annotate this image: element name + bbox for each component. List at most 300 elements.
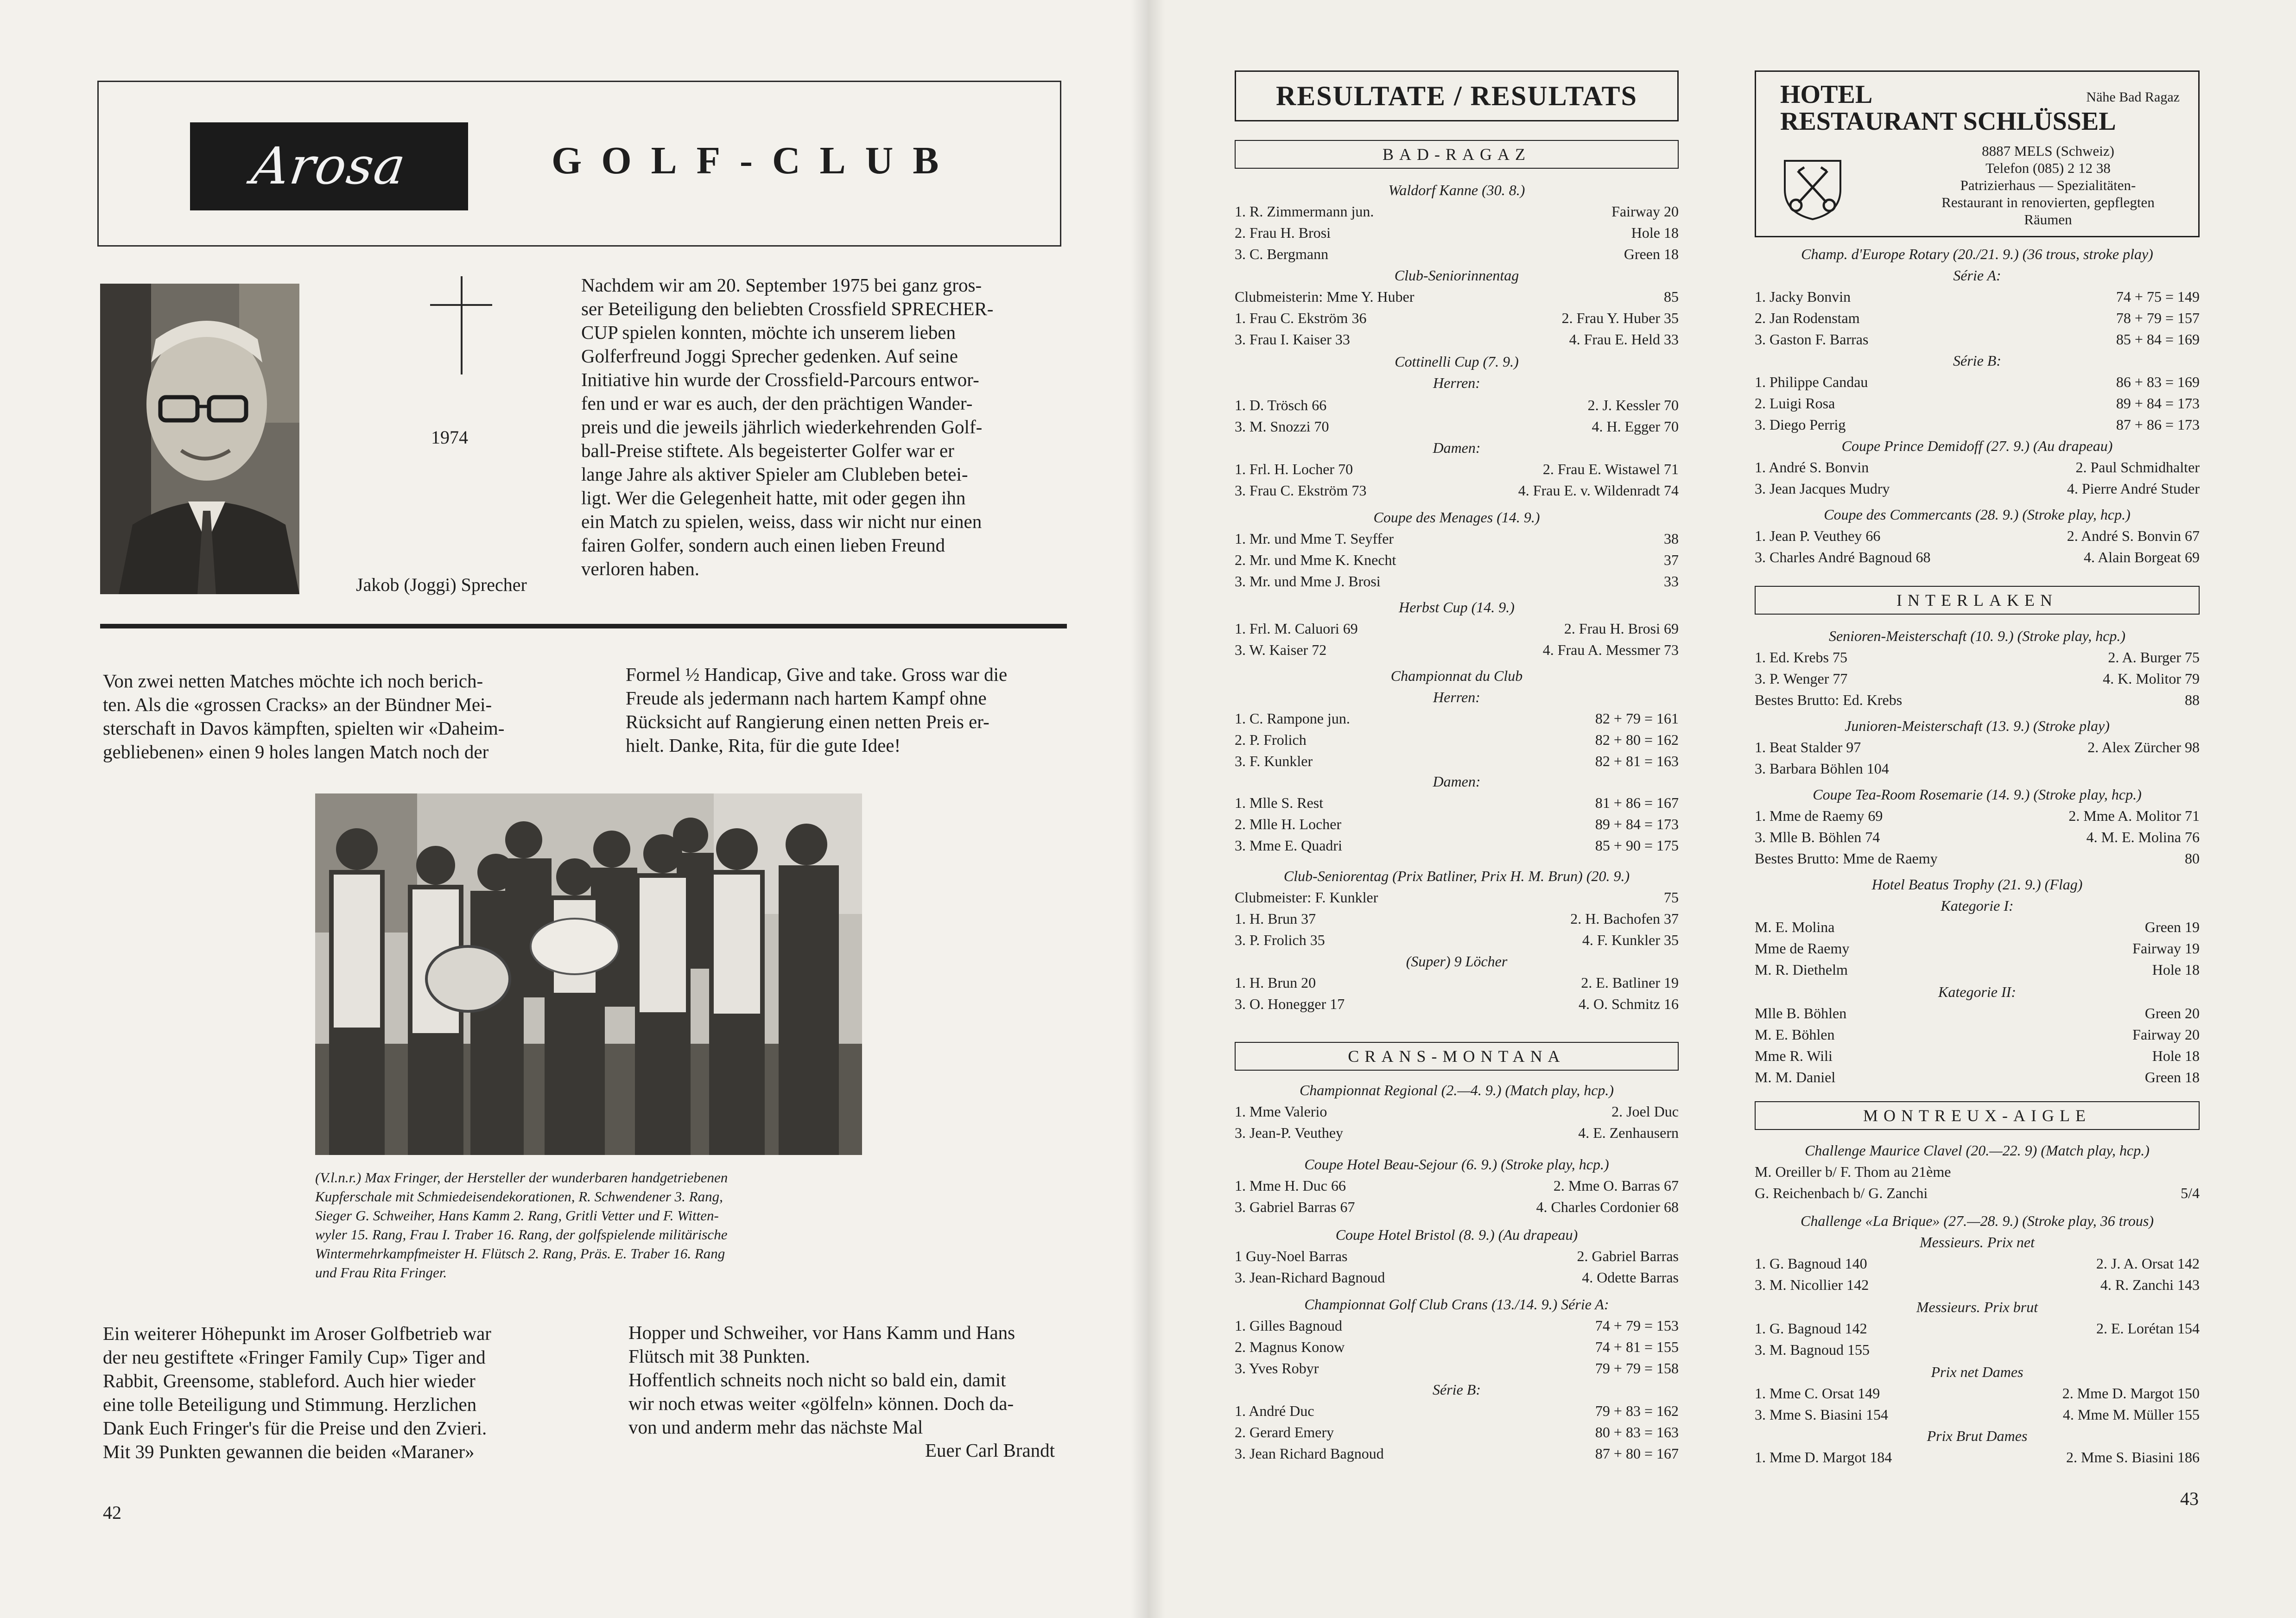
result-row: [1755, 760, 2200, 781]
memorial-year: 1974: [431, 427, 468, 448]
result-right: 5/4: [2181, 1185, 2200, 1201]
result-row: [1755, 940, 2200, 961]
result-right: 2. Frau E. Wistawel 71: [1542, 461, 1679, 477]
event-heading: Senioren-Meisterschaft (10. 9.) (Stroke play, hcp.): [1828, 628, 2126, 644]
region-heading: INTERLAKEN: [1755, 586, 2200, 615]
result-right: 74 + 81 = 155: [1595, 1339, 1679, 1355]
family-cup-text-right: [628, 1321, 1078, 1439]
result-right: 4. E. Zenhausern: [1578, 1124, 1679, 1141]
event-heading-row: [1755, 438, 2200, 459]
event-heading-row: [1755, 1234, 2200, 1255]
event-heading-row: [1235, 689, 1679, 710]
result-left: 1. H. Brun 37: [1235, 910, 1316, 927]
event-heading: Challenge Maurice Clavel (20.—22. 9) (Match play, hcp.): [1805, 1142, 2150, 1159]
result-left: Clubmeister: F. Kunkler: [1235, 889, 1378, 906]
text-line: sterschaft in Davos kämpften, spielten wir «Daheim-: [103, 717, 505, 739]
event-heading-row: [1755, 876, 2200, 897]
event-heading-row: [1235, 868, 1679, 889]
result-row: [1755, 829, 2200, 850]
result-row: [1235, 731, 1679, 753]
event-heading-row: [1755, 897, 2200, 919]
result-right: 4. Frau A. Messmer 73: [1542, 641, 1679, 658]
result-left: 3. O. Honegger 17: [1235, 996, 1345, 1012]
result-left: 3. Mlle B. Böhlen 74: [1755, 829, 1880, 845]
result-right: 4. O. Schmitz 16: [1579, 996, 1679, 1012]
event-heading: Herren:: [1433, 689, 1480, 705]
result-right: 4. K. Molitor 79: [2103, 670, 2200, 687]
result-row: [1235, 552, 1679, 573]
result-row: [1235, 794, 1679, 816]
text-line: der neu gestiftete «Fringer Family Cup» Tiger and: [103, 1346, 486, 1368]
event-heading-row: [1755, 506, 2200, 527]
event-heading-row: [1235, 267, 1679, 288]
result-left: 3. F. Kunkler: [1235, 753, 1313, 769]
result-row: [1755, 310, 2200, 331]
result-left: 1. Mme Valerio: [1235, 1103, 1327, 1120]
result-row: [1235, 397, 1679, 418]
event-heading-row: [1755, 352, 2200, 374]
event-heading: Championnat du Club: [1390, 667, 1523, 684]
result-left: 1 Guy-Noel Barras: [1235, 1248, 1348, 1264]
text-line: eine tolle Beteiligung und Stimmung. Herzlichen: [103, 1394, 477, 1415]
result-left: 3. M. Nicollier 142: [1755, 1276, 1869, 1293]
event-heading: Hotel Beatus Trophy (21. 9.) (Flag): [1871, 876, 2083, 893]
result-left: 3. P. Frolich 35: [1235, 932, 1325, 948]
result-row: [1755, 850, 2200, 871]
right-page: [1148, 0, 2296, 1618]
result-right: 4. Frau E. Held 33: [1569, 331, 1679, 348]
result-row: [1235, 710, 1679, 731]
result-row: [1755, 1449, 2200, 1470]
result-right: 75: [1664, 889, 1679, 906]
text-line: ten. Als die «grossen Cracks» an der Bündner Mei-: [103, 694, 492, 715]
event-heading: (Super) 9 Löcher: [1406, 953, 1508, 970]
text-line: ball-Preise stiftete. Als begeisterter Golfer war er: [581, 440, 954, 461]
event-heading-row: [1235, 1082, 1679, 1103]
arosa-logo: [190, 122, 468, 210]
result-row: [1235, 1103, 1679, 1124]
event-heading: Waldorf Kanne (30. 8.): [1388, 182, 1525, 198]
event-heading: Coupe des Commercants (28. 9.) (Stroke play, hcp.): [1824, 506, 2131, 523]
result-left: 3. Jean Richard Bagnoud: [1235, 1445, 1384, 1462]
result-left: 1. Mme H. Duc 66: [1235, 1177, 1346, 1194]
result-left: 3. Frau C. Ekström 73: [1235, 482, 1367, 499]
text-line: ligt. Wer die Gelegenheit hatte, mit oder gegen ihn: [581, 487, 966, 508]
result-left: M. Oreiller b/ F. Thom au 21ème: [1755, 1163, 1951, 1180]
result-row: [1755, 1276, 2200, 1298]
event-heading-row: [1235, 353, 1679, 374]
text-line: preis und die jeweils jährlich wiederkehrenden Golf-: [581, 416, 983, 438]
hotel-name-line2: RESTAURANT SCHLÜSSEL: [1780, 107, 2116, 136]
result-left: 3. P. Wenger 77: [1755, 670, 1848, 687]
result-row: [1755, 1406, 2200, 1428]
result-row: [1755, 1341, 2200, 1363]
result-row: [1755, 527, 2200, 549]
result-row: [1755, 1185, 2200, 1206]
hotel-line: Räumen: [2024, 211, 2072, 228]
event-heading-row: [1755, 246, 2200, 267]
result-right: Fairway 20: [2132, 1026, 2200, 1043]
result-right: 4. Frau E. v. Wildenradt 74: [1518, 482, 1679, 499]
text-line: Ein weiterer Höhepunkt im Aroser Golfbetrieb war: [103, 1323, 491, 1344]
result-right: Green 18: [1624, 246, 1679, 262]
event-heading-row: [1235, 509, 1679, 530]
event-heading-row: [1755, 983, 2200, 1005]
portrait-photo: [100, 284, 299, 594]
text-line: verloren haben.: [581, 558, 699, 579]
result-left: 3. Yves Robyr: [1235, 1360, 1319, 1377]
result-left: 3. C. Bergmann: [1235, 246, 1329, 262]
result-left: 1. Gilles Bagnoud: [1235, 1317, 1342, 1334]
text-line: Formel ½ Handicap, Give and take. Gross war die: [626, 664, 1008, 685]
text-line: lange Jahre als aktiver Spieler am Clubleben betei-: [581, 463, 968, 485]
portrait-caption: Jakob (Joggi) Sprecher: [356, 574, 527, 595]
result-left: 3. Barbara Böhlen 104: [1755, 760, 1889, 777]
event-heading-row: [1235, 439, 1679, 461]
result-left: Mme de Raemy: [1755, 940, 1850, 957]
result-row: [1235, 620, 1679, 641]
result-row: [1235, 331, 1679, 352]
text-line: Von zwei netten Matches möchte ich noch berich-: [103, 670, 483, 692]
result-row: [1235, 1339, 1679, 1360]
result-right: 4. Alain Borgeat 69: [2083, 549, 2200, 565]
result-right: 4. Charles Cordonier 68: [1536, 1199, 1679, 1215]
result-left: 1. Beat Stalder 97: [1755, 739, 1861, 755]
result-row: [1755, 1163, 2200, 1185]
event-heading-row: [1235, 953, 1679, 974]
result-right: 2. E. Lorétan 154: [2096, 1320, 2200, 1337]
event-heading: Série A:: [1953, 267, 2001, 284]
event-heading-row: [1235, 1381, 1679, 1402]
text-line: Mit 39 Punkten gewannen die beiden «Maraner»: [103, 1441, 475, 1462]
event-heading: Coupe Tea-Room Rosemarie (14. 9.) (Stroke play, hcp.): [1813, 786, 2142, 803]
result-row: [1235, 932, 1679, 953]
text-line: Rücksicht auf Rangierung einen netten Preis er-: [626, 711, 989, 732]
event-heading: Club-Seniorentag (Prix Batliner, Prix H. M. Brun) (20. 9.): [1283, 868, 1630, 884]
result-right: 2. J. Kessler 70: [1587, 397, 1679, 413]
results-title: RESULTATE / RESULTATS: [1235, 70, 1679, 121]
text-line: Hopper und Schweiher, vor Hans Kamm und Hans: [628, 1322, 1015, 1343]
caption-line: und Frau Rita Fringer.: [315, 1264, 447, 1281]
photo-caption: [315, 1168, 862, 1282]
event-heading: Prix Brut Dames: [1927, 1428, 2028, 1444]
result-left: 1. Mr. und Mme T. Seyffer: [1235, 530, 1394, 547]
result-left: 3. Jean-Richard Bagnoud: [1235, 1269, 1385, 1286]
result-right: 2. Paul Schmidhalter: [2075, 459, 2200, 476]
text-line: Golferfreund Joggi Sprecher gedenken. Auf seine: [581, 345, 958, 367]
caption-line: wyler 15. Rang, Frau I. Traber 16. Rang, der golfspielende militärische: [315, 1226, 728, 1243]
result-left: 2. Gerard Emery: [1235, 1424, 1334, 1440]
result-row: [1235, 889, 1679, 910]
result-row: [1235, 1424, 1679, 1445]
result-row: [1235, 310, 1679, 331]
result-right: 2. Mme D. Margot 150: [2062, 1385, 2200, 1402]
result-left: 1. André Duc: [1235, 1402, 1314, 1419]
result-left: 2. Frau H. Brosi: [1235, 224, 1331, 241]
event-heading: Coupe Prince Demidoff (27. 9.) (Au drapeau): [1841, 438, 2113, 454]
result-row: [1755, 395, 2200, 416]
result-left: 1. Frau C. Ekström 36: [1235, 310, 1367, 326]
club-title: GOLF-CLUB: [552, 139, 958, 182]
result-left: 1. Mme de Raemy 69: [1755, 807, 1883, 824]
hotel-line: Patrizierhaus — Spezialitäten-: [1960, 177, 2136, 193]
result-right: 80: [2185, 850, 2200, 867]
result-right: 82 + 81 = 163: [1595, 753, 1679, 769]
result-row: [1235, 753, 1679, 774]
text-line: Dank Euch Fringer's für die Preise und den Zvieri.: [103, 1417, 487, 1439]
result-row: [1235, 641, 1679, 663]
event-heading-row: [1235, 667, 1679, 689]
memorial-cross-bar: [430, 304, 492, 306]
event-heading: Champ. d'Europe Rotary (20./21. 9.) (36 trous, stroke play): [1801, 246, 2153, 262]
event-heading: Championnat Regional (2.—4. 9.) (Match play, hcp.): [1299, 1082, 1614, 1098]
result-row: [1235, 1402, 1679, 1424]
result-left: Bestes Brutto: Ed. Krebs: [1755, 692, 1903, 708]
result-right: 2. H. Bachofen 37: [1570, 910, 1679, 927]
event-heading: Championnat Golf Club Crans (13./14. 9.) Série A:: [1304, 1296, 1609, 1313]
result-right: 86 + 83 = 169: [2116, 374, 2200, 390]
hotel-near: Nähe Bad Ragaz: [2086, 89, 2180, 105]
result-row: [1235, 1269, 1679, 1290]
event-heading-row: [1755, 786, 2200, 807]
result-row: [1755, 739, 2200, 760]
result-row: [1755, 807, 2200, 829]
result-row: [1755, 961, 2200, 983]
result-right: 4. F. Kunkler 35: [1582, 932, 1679, 948]
result-left: Mme R. Wili: [1755, 1047, 1833, 1064]
text-line: hielt. Danke, Rita, für die gute Idee!: [626, 735, 901, 756]
hotel-line: Telefon (085) 2 12 38: [1985, 160, 2111, 176]
result-left: 1. Ed. Krebs 75: [1755, 649, 1847, 666]
result-row: [1755, 480, 2200, 501]
page-number-left: 42: [103, 1502, 121, 1523]
event-heading: Herren:: [1433, 374, 1480, 391]
event-heading-row: [1755, 1142, 2200, 1163]
result-left: 1. Mlle S. Rest: [1235, 794, 1324, 811]
memorial-text: [581, 273, 1065, 581]
result-right: 2. Frau Y. Huber 35: [1561, 310, 1679, 326]
text-line: fairen Golfer, sondern auch einen lieben Freund: [581, 534, 945, 556]
result-right: 4. M. E. Molina 76: [2086, 829, 2200, 845]
result-row: [1235, 418, 1679, 439]
event-heading: Kategorie I:: [1941, 897, 2014, 914]
result-row: [1235, 910, 1679, 932]
result-left: M. E. Molina: [1755, 919, 1835, 935]
result-left: 3. Gaston F. Barras: [1755, 331, 1869, 348]
result-row: [1235, 530, 1679, 552]
result-right: 2. J. A. Orsat 142: [2096, 1255, 2200, 1272]
event-heading-row: [1235, 773, 1679, 794]
result-left: 1. André S. Bonvin: [1755, 459, 1869, 476]
result-right: 81 + 86 = 167: [1595, 794, 1679, 811]
result-right: 2. Alex Zürcher 98: [2087, 739, 2200, 755]
event-heading: Coupe des Menages (14. 9.): [1373, 509, 1540, 526]
event-heading: Damen:: [1433, 439, 1481, 456]
result-right: Hole 18: [2152, 961, 2200, 978]
logo-text: Arosa: [248, 136, 410, 196]
result-row: [1755, 1026, 2200, 1047]
result-row: [1755, 670, 2200, 692]
result-row: [1235, 203, 1679, 224]
spine-gutter: [1131, 0, 1165, 1618]
result-row: [1235, 1445, 1679, 1466]
result-left: 1. H. Brun 20: [1235, 974, 1316, 991]
text-line: wir noch etwas weiter «gölfeln» können. Doch da-: [628, 1393, 1014, 1414]
result-right: 2. Mme O. Barras 67: [1553, 1177, 1679, 1194]
event-heading: Club-Seniorinnentag: [1394, 267, 1519, 284]
event-heading-row: [1235, 1226, 1679, 1248]
result-right: 2. Frau H. Brosi 69: [1564, 620, 1679, 637]
result-right: 79 + 83 = 162: [1595, 1402, 1679, 1419]
result-row: [1755, 374, 2200, 395]
section-divider: [100, 624, 1067, 628]
event-heading: Coupe Hotel Bristol (8. 9.) (Au drapeau): [1335, 1226, 1578, 1243]
result-right: Green 20: [2144, 1005, 2200, 1022]
result-right: 2. Mme A. Molitor 71: [2068, 807, 2200, 824]
result-right: 38: [1664, 530, 1679, 547]
event-heading-row: [1755, 267, 2200, 288]
result-row: [1755, 416, 2200, 438]
event-heading: Junioren-Meisterschaft (13. 9.) (Stroke play): [1845, 717, 2110, 734]
result-row: [1235, 1199, 1679, 1220]
result-left: M. R. Diethelm: [1755, 961, 1848, 978]
result-row: [1755, 692, 2200, 713]
result-right: 89 + 84 = 173: [2116, 395, 2200, 412]
result-right: 2. E. Batliner 19: [1581, 974, 1679, 991]
result-row: [1755, 1047, 2200, 1069]
result-row: [1755, 1255, 2200, 1276]
result-row: [1235, 816, 1679, 837]
results-column-2: [1755, 0, 2200, 1618]
event-heading-row: [1235, 182, 1679, 203]
event-heading: Messieurs. Prix net: [1920, 1234, 2035, 1250]
result-right: 87 + 80 = 167: [1595, 1445, 1679, 1462]
event-heading-row: [1235, 599, 1679, 620]
caption-line: Wintermehrkampfmeister H. Flütsch 2. Rang, Präs. E. Traber 16. Rang: [315, 1245, 725, 1262]
result-row: [1755, 459, 2200, 480]
result-row: [1235, 1248, 1679, 1269]
result-right: 2. A. Burger 75: [2108, 649, 2200, 666]
result-left: 3. Gabriel Barras 67: [1235, 1199, 1355, 1215]
result-right: 4. Mme M. Müller 155: [2062, 1406, 2200, 1423]
result-row: [1235, 1360, 1679, 1381]
caption-line: Sieger G. Schweiher, Hans Kamm 2. Rang, Gritli Vetter und F. Witten-: [315, 1207, 719, 1224]
hotel-line: 8887 MELS (Schweiz): [1982, 143, 2114, 159]
caption-line: (V.l.n.r.) Max Fringer, der Hersteller der wunderbaren handgetriebenen: [315, 1169, 728, 1186]
result-right: 82 + 79 = 161: [1595, 710, 1679, 727]
result-right: 2. Mme S. Biasini 186: [2066, 1449, 2200, 1466]
result-right: 37: [1664, 552, 1679, 568]
result-row: [1235, 1317, 1679, 1339]
text-line: von und anderm mehr das nächste Mal: [628, 1416, 923, 1438]
result-left: 3. Mr. und Mme J. Brosi: [1235, 573, 1381, 590]
result-right: 4. H. Egger 70: [1592, 418, 1679, 435]
result-left: 3. Mme E. Quadri: [1235, 837, 1342, 854]
event-heading-row: [1235, 1296, 1679, 1317]
result-right: Fairway 20: [1611, 203, 1679, 220]
event-heading: Messieurs. Prix brut: [1916, 1299, 2038, 1315]
result-row: [1755, 1320, 2200, 1341]
result-row: [1755, 919, 2200, 940]
result-row: [1235, 1124, 1679, 1146]
event-heading: Série B:: [1953, 352, 2001, 369]
results-column-1: [1235, 0, 1679, 1618]
text-line: fen und er war es auch, der den prächtigen Wander-: [581, 393, 973, 414]
result-right: Hole 18: [2152, 1047, 2200, 1064]
result-left: 3. Charles André Bagnoud 68: [1755, 549, 1931, 565]
result-left: 3. M. Snozzi 70: [1235, 418, 1329, 435]
text-line: Freude als jedermann nach hartem Kampf ohne: [626, 687, 987, 709]
result-row: [1755, 1005, 2200, 1026]
region-heading: BAD-RAGAZ: [1235, 140, 1679, 169]
result-right: 2. Joel Duc: [1611, 1103, 1679, 1120]
event-heading: Kategorie II:: [1938, 983, 2016, 1000]
event-heading: Coupe Hotel Beau-Sejour (6. 9.) (Stroke play, hcp.): [1304, 1156, 1609, 1173]
result-right: 85 + 90 = 175: [1595, 837, 1679, 854]
family-cup-text-left: [103, 1322, 554, 1464]
event-heading: Série B:: [1433, 1381, 1481, 1398]
event-heading-row: [1755, 628, 2200, 649]
result-left: 2. Mlle H. Locher: [1235, 816, 1342, 832]
matches-text-right: [626, 663, 1071, 757]
result-row: [1755, 1069, 2200, 1090]
text-line: ser Beteiligung den beliebten Crossfield SPRECHER-: [581, 298, 994, 319]
result-right: 87 + 86 = 173: [2116, 416, 2200, 433]
result-row: [1235, 461, 1679, 482]
signoff: Euer Carl Brandt: [925, 1440, 1055, 1461]
result-left: 1. C. Rampone jun.: [1235, 710, 1350, 727]
result-right: 89 + 84 = 173: [1595, 816, 1679, 832]
result-left: Mlle B. Böhlen: [1755, 1005, 1847, 1022]
result-left: Clubmeisterin: Mme Y. Huber: [1235, 288, 1414, 305]
result-right: Hole 18: [1631, 224, 1679, 241]
result-row: [1235, 996, 1679, 1017]
result-right: 88: [2185, 692, 2200, 708]
text-line: Flütsch mit 38 Punkten.: [628, 1345, 810, 1367]
result-left: 1. Mme D. Margot 184: [1755, 1449, 1892, 1466]
result-row: [1235, 288, 1679, 310]
caption-line: Kupferschale mit Schmiedeisendekorationen, R. Schwendener 3. Rang,: [315, 1188, 723, 1205]
result-left: 2. Magnus Konow: [1235, 1339, 1345, 1355]
hotel-line: Restaurant in renovierten, gepflegten: [1941, 194, 2155, 210]
result-left: 1. Mme C. Orsat 149: [1755, 1385, 1880, 1402]
result-row: [1755, 549, 2200, 570]
result-row: [1235, 837, 1679, 858]
hotel-name-line1: HOTEL: [1780, 80, 1873, 109]
result-right: 85: [1664, 288, 1679, 305]
result-left: 2. Mr. und Mme K. Knecht: [1235, 552, 1396, 568]
result-left: 1. G. Bagnoud 142: [1755, 1320, 1867, 1337]
page-number-right: 43: [2180, 1488, 2199, 1509]
result-right: 78 + 79 = 157: [2116, 310, 2200, 326]
result-left: 3. W. Kaiser 72: [1235, 641, 1327, 658]
result-left: 1. Jean P. Veuthey 66: [1755, 527, 1881, 544]
result-right: 85 + 84 = 169: [2116, 331, 2200, 348]
result-left: 1. Frl. H. Locher 70: [1235, 461, 1353, 477]
result-right: 4. Pierre André Studer: [2067, 480, 2200, 497]
group-photo: [315, 793, 862, 1155]
result-right: 4. Odette Barras: [1582, 1269, 1679, 1286]
result-left: 1. Philippe Candau: [1755, 374, 1868, 390]
event-heading-row: [1755, 1428, 2200, 1449]
result-row: [1755, 331, 2200, 352]
result-right: 4. R. Zanchi 143: [2100, 1276, 2200, 1293]
result-row: [1235, 224, 1679, 246]
event-heading: Challenge «La Brique» (27.—28. 9.) (Stroke play, 36 trous): [1801, 1212, 2154, 1229]
result-row: [1235, 573, 1679, 594]
text-line: ein Match zu spielen, weiss, dass wir nicht nur einen: [581, 511, 982, 532]
text-line: Nachdem wir am 20. September 1975 bei ganz gros-: [581, 274, 982, 296]
